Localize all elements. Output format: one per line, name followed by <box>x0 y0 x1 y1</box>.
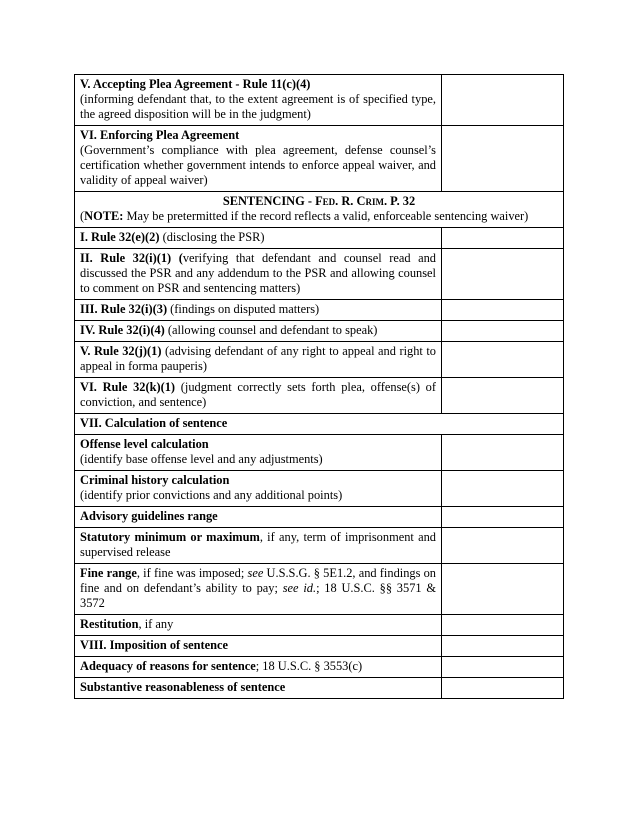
row-cell <box>75 507 442 528</box>
table-row <box>75 528 564 564</box>
table-row <box>75 342 564 378</box>
row-heading: Advisory guidelines range <box>80 509 218 523</box>
row-description: verifying that defendant and counsel read and discussed the PSR and any addendum to the PSR and allowing counsel to comment on PSR and sentencing matters) <box>80 251 436 295</box>
row-cell <box>75 615 442 636</box>
notes-cell[interactable] <box>442 678 564 699</box>
notes-cell[interactable] <box>442 507 564 528</box>
row-heading: VI. Rule 32(k)(1) <box>80 380 176 394</box>
notes-cell[interactable] <box>442 342 564 378</box>
notes-cell[interactable] <box>442 378 564 414</box>
row-cell <box>75 636 442 657</box>
section-title: SENTENCING - Fed. R. Crim. P. 32 <box>222 194 416 208</box>
notes-cell[interactable] <box>442 435 564 471</box>
table-row <box>75 249 564 300</box>
table-row <box>75 300 564 321</box>
notes-cell[interactable] <box>442 126 564 192</box>
row-heading: Adequacy of reasons for sentence <box>80 659 256 673</box>
table-row <box>75 321 564 342</box>
row-cell <box>75 126 442 192</box>
table-row <box>75 471 564 507</box>
row-heading: II. Rule 32(i)(1) ( <box>80 251 183 265</box>
row-description: , if any, term of imprisonment and supervised release <box>80 530 436 559</box>
notes-cell[interactable] <box>442 636 564 657</box>
row-heading: Fine range <box>80 566 137 580</box>
row-description: , if any <box>138 617 174 631</box>
table-row <box>75 657 564 678</box>
table-row <box>75 228 564 249</box>
notes-cell[interactable] <box>442 615 564 636</box>
row-description: (allowing counsel and defendant to speak) <box>164 323 378 337</box>
notes-cell[interactable] <box>442 228 564 249</box>
row-heading: I. Rule 32(e)(2) <box>80 230 160 244</box>
row-heading: Statutory minimum or maximum <box>80 530 260 544</box>
section-header-cell <box>75 414 564 435</box>
table-row <box>75 507 564 528</box>
row-heading: III. Rule 32(i)(3) <box>80 302 168 316</box>
row-cell <box>75 300 442 321</box>
table-row <box>75 126 564 192</box>
row-heading: VII. Calculation of sentence <box>80 416 228 430</box>
table-row <box>75 678 564 699</box>
section-note: (NOTE: May be pretermitted if the record reflects a valid, enforceable sentencing waiver) <box>80 209 529 223</box>
row-cell <box>75 657 442 678</box>
row-cell: Fine range, if fine was imposed; see U.S.S.G. § 5E1.2, and findings on fine and on defendant’s ability to pay; see id.; 18 U.S.C. §§ 3571 & 3572 <box>75 564 442 615</box>
row-description: (findings on disputed matters) <box>167 302 320 316</box>
notes-cell[interactable] <box>442 528 564 564</box>
row-heading: VI. Enforcing Plea Agreement <box>80 128 240 142</box>
row-description: (informing defendant that, to the extent agreement is of specified type, the agreed disposition will be in the judgment) <box>80 92 436 121</box>
row-cell <box>75 435 442 471</box>
row-heading: Restitution <box>80 617 139 631</box>
row-cell <box>75 678 442 699</box>
table-row <box>75 192 564 228</box>
row-heading: Substantive reasonableness of sentence <box>80 680 286 694</box>
row-heading: Offense level calculation <box>80 437 209 451</box>
table-row <box>75 378 564 414</box>
table-row <box>75 435 564 471</box>
row-cell <box>75 378 442 414</box>
row-description: (advising defendant of any right to appeal and right to appeal in forma pauperis) <box>80 344 436 373</box>
notes-cell[interactable] <box>442 564 564 615</box>
table-row <box>75 564 564 615</box>
row-cell <box>75 75 442 126</box>
row-description: (identify base offense level and any adjustments) <box>80 452 323 466</box>
row-description: (Government’s compliance with plea agreement, defense counsel’s certification whether government intends to enforce appeal waiver, and validity of appeal waiver) <box>80 143 436 187</box>
row-cell <box>75 249 442 300</box>
table-row <box>75 414 564 435</box>
notes-cell[interactable] <box>442 321 564 342</box>
notes-cell[interactable] <box>442 471 564 507</box>
notes-cell[interactable] <box>442 300 564 321</box>
table-row <box>75 615 564 636</box>
row-description: (identify prior convictions and any additional points) <box>80 488 343 502</box>
table-row <box>75 636 564 657</box>
row-cell <box>75 528 442 564</box>
row-cell <box>75 228 442 249</box>
row-heading: V. Rule 32(j)(1) <box>80 344 162 358</box>
row-cell <box>75 342 442 378</box>
row-heading: VIII. Imposition of sentence <box>80 638 229 652</box>
row-description: (disclosing the PSR) <box>159 230 265 244</box>
row-description: (judgment correctly sets forth plea, offense(s) of conviction, and sentence) <box>80 380 436 409</box>
row-heading: V. Accepting Plea Agreement - Rule 11(c)(4) <box>80 77 311 91</box>
row-description: ; 18 U.S.C. § 3553(c) <box>255 659 363 673</box>
row-heading: Criminal history calculation <box>80 473 230 487</box>
checklist-table <box>74 74 564 699</box>
notes-cell[interactable] <box>442 75 564 126</box>
table-row <box>75 75 564 126</box>
notes-cell[interactable] <box>442 657 564 678</box>
row-heading: IV. Rule 32(i)(4) <box>80 323 165 337</box>
section-header-cell <box>75 192 564 228</box>
row-cell <box>75 471 442 507</box>
notes-cell[interactable] <box>442 249 564 300</box>
row-cell <box>75 321 442 342</box>
